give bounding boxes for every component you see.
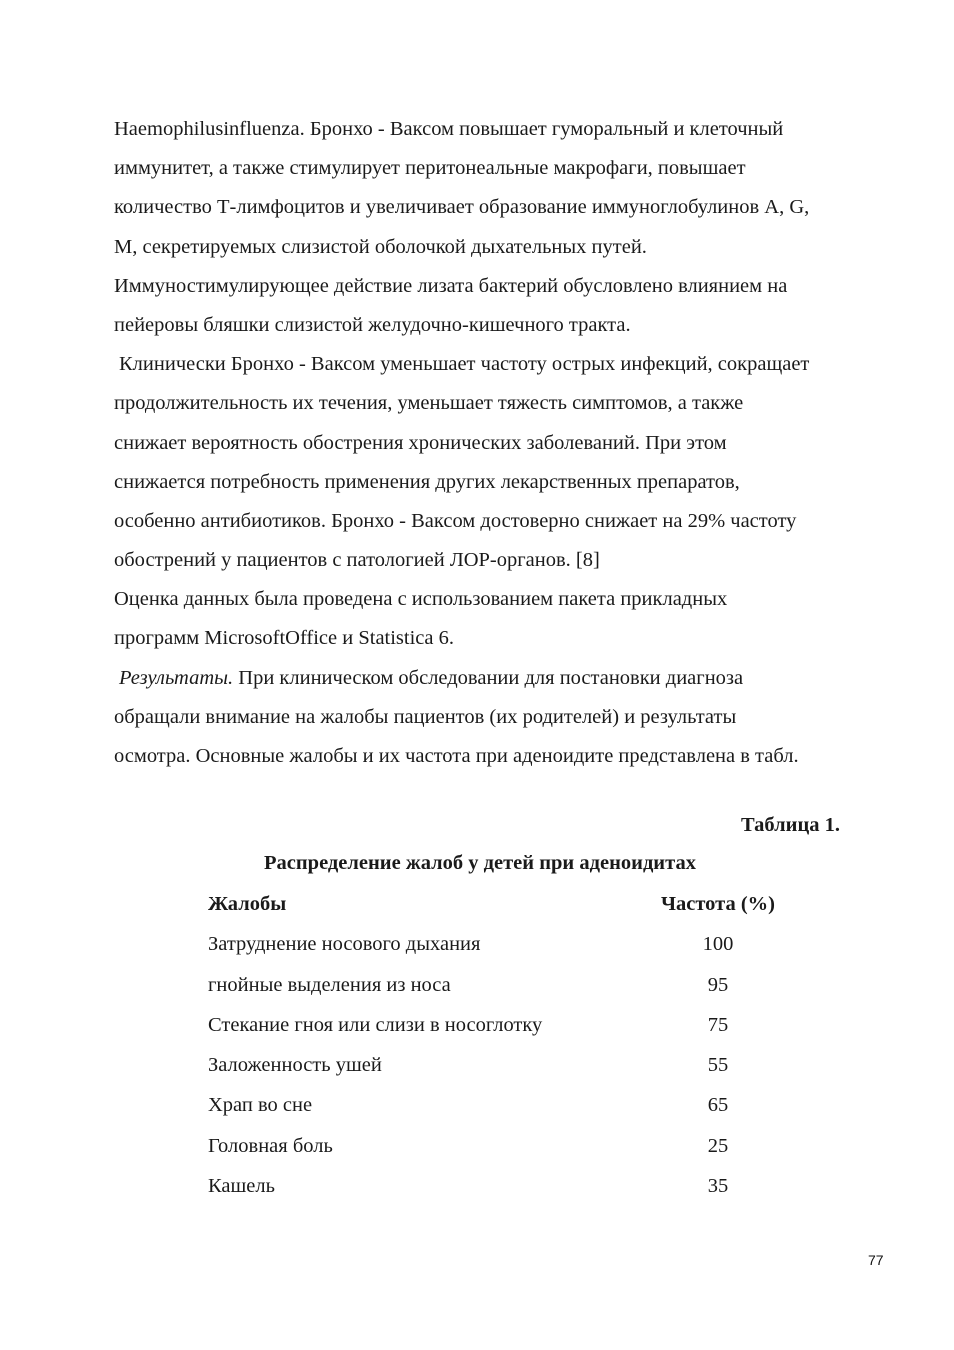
complaint-cell: Храп во сне [208, 1094, 313, 1117]
table-header-row [200, 884, 788, 924]
frequency-cell: 55 [707, 1054, 729, 1077]
frequency-cell: 25 [707, 1134, 729, 1157]
complaints-table [200, 884, 788, 1206]
complaint-cell: Стекание гноя или слизи в носоглотку [208, 1013, 543, 1036]
results-line [114, 659, 894, 698]
paragraph-line: снижает вероятность обострения хронических заболеваний. При этом [114, 431, 727, 454]
table-row [200, 1166, 788, 1206]
paragraph-line: Haemophilusinfluenza. Бронхо - Ваксом повышает гуморальный и клеточный [114, 118, 784, 140]
paragraph-line: Оценка данных была проведена с использованием пакета прикладных [114, 588, 728, 611]
header-frequency: Частота (%) [660, 893, 776, 915]
frequency-cell: 95 [707, 973, 729, 996]
page-number: 77 [868, 1252, 884, 1268]
paragraph-line: количество Т-лимфоцитов и увеличивает образование иммуноглобулинов A, G, [114, 196, 810, 219]
paragraph-line: продолжительность их течения, уменьшает тяжесть симптомов, а также [114, 392, 744, 415]
results-text: При клиническом обследовании для постановки диагноза [233, 666, 744, 689]
table-row [200, 1126, 788, 1166]
complaint-cell: Кашель [208, 1175, 275, 1198]
results-lead: Результаты. [119, 666, 234, 689]
paragraph-line: обострений у пациентов с патологией ЛОР-органов. [8] [114, 549, 600, 572]
body-text [114, 110, 894, 776]
table-row [200, 1005, 788, 1045]
paragraph-line: Клинически Бронхо - Ваксом уменьшает частоту острых инфекций, сокращает [119, 353, 810, 376]
paragraph-line: иммунитет, а также стимулирует перитонеальные макрофаги, повышает [114, 157, 746, 180]
table-title: Распределение жалоб у детей при аденоидитах [264, 852, 696, 874]
complaint-cell: Заложенность ушей [208, 1054, 382, 1077]
results-line: осмотра. Основные жалобы и их частота при аденоидите представлена в табл. [114, 745, 799, 767]
frequency-cell: 75 [707, 1013, 729, 1036]
paragraph-line: снижается потребность применения других лекарственных препаратов, [114, 470, 740, 493]
table-caption: Таблица 1. [741, 814, 841, 836]
frequency-cell: 65 [707, 1094, 729, 1117]
paragraph-line: Иммуностимулирующее действие лизата бактерий обусловлено влиянием на [114, 274, 788, 297]
complaint-cell: гнойные выделения из носа [208, 973, 451, 996]
table-row [200, 924, 788, 964]
complaint-cell: Затруднение носового дыхания [208, 933, 481, 956]
paragraph-line: пейеровы бляшки слизистой желудочно-кишечного тракта. [114, 313, 631, 336]
frequency-cell: 35 [707, 1175, 729, 1198]
frequency-cell: 100 [702, 933, 734, 956]
header-complaints: Жалобы [208, 893, 287, 915]
paragraph-line: M, секретируемых слизистой оболочкой дыхательных путей. [114, 235, 647, 258]
table-row [200, 1085, 788, 1125]
table-row [200, 1045, 788, 1085]
paragraph-line: особенно антибиотиков. Бронхо - Ваксом достоверно снижает на 29% частоту [114, 509, 797, 532]
paragraph-line: программ MicrosoftOffice и Statistica 6. [114, 627, 455, 650]
results-line: обращали внимание на жалобы пациентов (их родителей) и результаты [114, 705, 737, 728]
table-row [200, 965, 788, 1005]
complaint-cell: Головная боль [208, 1134, 333, 1157]
